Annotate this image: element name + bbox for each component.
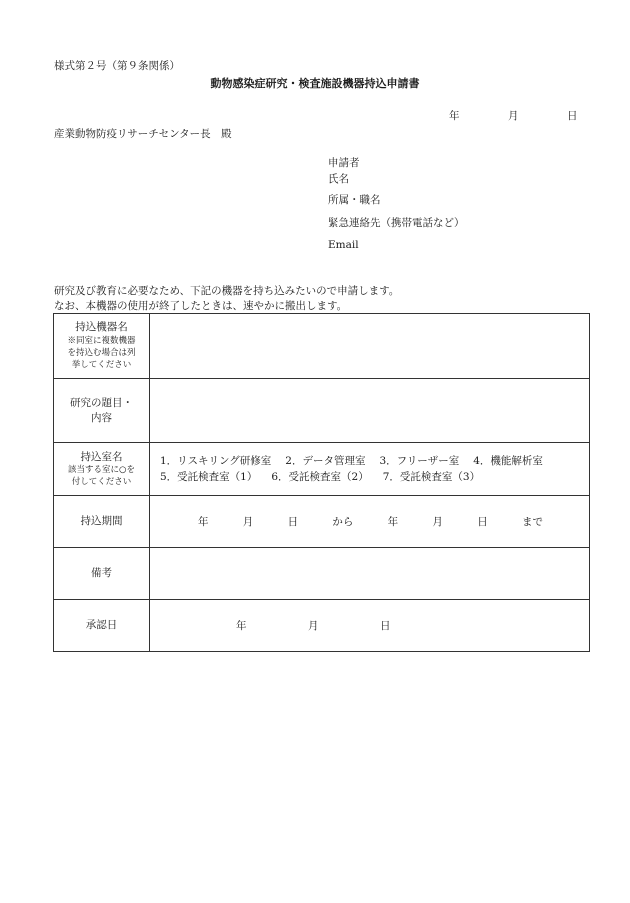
applicant-name-label: 氏名 (328, 173, 349, 185)
room-option-3[interactable]: 3．フリーザー室 (379, 454, 460, 467)
applicant-heading: 申請者 (328, 157, 360, 169)
equipment-note-2: を持込む場合は列 (67, 347, 136, 358)
room-note-2: 付してください (71, 477, 132, 488)
approval-row (54, 600, 590, 652)
approval-label: 承認日 (54, 600, 150, 652)
room-label-cell (54, 443, 150, 496)
period-from: から (332, 516, 354, 528)
period-value-cell[interactable] (150, 496, 590, 548)
room-label: 持込室名 (80, 450, 123, 463)
equipment-row (54, 314, 590, 379)
remarks-label: 備考 (54, 548, 150, 600)
period-to: まで (521, 516, 543, 528)
approval-value-cell[interactable] (150, 600, 590, 652)
approval-day: 日 (380, 620, 391, 632)
applicant-email-label: Email (328, 239, 359, 251)
period-year-2: 年 (387, 516, 399, 528)
research-label-cell (54, 379, 150, 443)
applicant-emergency-label: 緊急連絡先（携帯電話など） (328, 217, 465, 229)
period-year-1: 年 (198, 516, 209, 528)
equipment-note-1: ※同室に複数機器 (67, 335, 136, 346)
application-table (53, 313, 590, 652)
period-row (54, 496, 590, 548)
room-note-1: 該当する室に○を (68, 464, 135, 475)
intro-line-2: なお、本機器の使用が終了したときは、速やかに搬出します。 (54, 300, 348, 312)
room-options (150, 453, 589, 486)
room-option-5[interactable]: 5．受託検査室（1） (160, 471, 258, 483)
date-day-label: 日 (567, 110, 578, 122)
document-title: 動物感染症研究・検査施設機器持込申請書 (210, 77, 420, 90)
equipment-label-cell (54, 314, 150, 379)
room-option-6[interactable]: 6．受託検査室（2） (271, 471, 369, 483)
approval-year: 年 (236, 620, 247, 632)
room-option-2[interactable]: 2．データ管理室 (285, 454, 366, 467)
room-option-1[interactable]: 1．リスキリング研修室 (160, 454, 272, 467)
period-label: 持込期間 (54, 496, 150, 548)
research-value-cell[interactable] (150, 379, 590, 443)
approval-month: 月 (308, 620, 319, 632)
period-day-1: 日 (287, 516, 299, 528)
period-month-2: 月 (432, 516, 443, 528)
room-option-7[interactable]: 7．受託検査室（3） (382, 471, 481, 483)
equipment-value-cell[interactable] (150, 314, 590, 379)
form-number: 様式第２号（第９条関係） (54, 60, 180, 72)
equipment-label: 持込機器名 (75, 321, 128, 334)
room-row (54, 443, 590, 496)
room-option-4[interactable]: 4．機能解析室 (473, 454, 543, 467)
intro-line-1: 研究及び教育に必要なため、下記の機器を持ち込みたいので申請します。 (54, 285, 400, 297)
research-row (54, 379, 590, 443)
research-label-1: 研究の題目・ (70, 397, 133, 410)
remarks-value-cell[interactable] (150, 548, 590, 600)
date-year-label: 年 (449, 110, 460, 122)
research-label-2: 内容 (91, 411, 112, 424)
room-value-cell (150, 443, 590, 496)
addressee: 産業動物防疫リサーチセンター長 殿 (54, 128, 232, 140)
period-month-1: 月 (242, 516, 254, 528)
date-month-label: 月 (508, 110, 519, 122)
period-day-2: 日 (477, 516, 488, 528)
equipment-note-3: 挙してください (71, 360, 132, 371)
applicant-affiliation-label: 所属・職名 (328, 194, 381, 206)
remarks-row (54, 548, 590, 600)
